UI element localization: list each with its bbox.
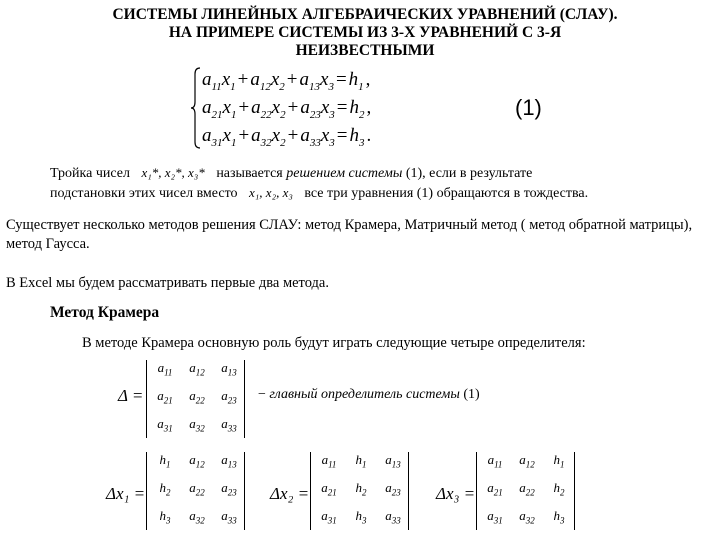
equation-term: $x_2$ [270,69,285,93]
matrix-cell: $a_{12}$ [519,452,535,470]
equation-system [190,66,390,150]
equation-term: $x_3$ [320,125,335,149]
equation-term: , [365,69,371,90]
matrix-cell: $a_{22}$ [189,480,205,498]
triple-line-2 [50,184,588,203]
equation-term: $a_{31}$ [202,125,223,149]
triple-line2-prefix: подстановки этих чисел вместо [50,186,238,201]
dx3-label: Δx₃ = [436,484,476,503]
title-line-1: СИСТЕМЫ ЛИНЕЙНЫХ АЛГЕБРАИЧЕСКИХ УРАВНЕНИЙ (СЛАУ). [112,6,618,23]
matrix-cell: $a_{23}$ [221,388,237,406]
matrix-cell: $h_1$ [355,452,367,470]
main-det-dash: − [258,387,266,402]
equation-term: = [336,125,348,146]
matrix-cell: $a_{13}$ [221,452,237,470]
equation-term: $x_2$ [271,97,286,121]
equation-term: $a_{32}$ [251,125,272,149]
matrix-cell: $h_2$ [553,480,565,498]
matrix-cell: $h_3$ [553,508,565,526]
equation-term: $h_3$ [349,125,365,149]
equation-term: $h_1$ [348,69,364,93]
matrix-cell: $a_{22}$ [189,388,205,406]
determinant-left-bar [476,452,477,530]
determinant-right-bar [574,452,575,530]
system-brace [190,66,202,150]
equation-term: $x_1$ [221,69,236,93]
equation-term: + [287,97,299,118]
triple-vars: x₁*, x₂*, x₃* [141,165,205,180]
determinant-right-bar [244,360,245,438]
equation-row-3 [202,126,373,153]
matrix-cell: $a_{22}$ [519,480,535,498]
determinant-left-bar [310,452,311,530]
dx2-determinant [308,450,408,532]
equation-term: $a_{33}$ [300,125,321,149]
matrix-cell: $a_{32}$ [189,416,205,434]
equation-term: $x_3$ [320,97,335,121]
equation-term: $h_2$ [349,97,365,121]
equation-term: $a_{13}$ [299,69,320,93]
equation-term: + [286,69,298,90]
matrix-cell: $h_3$ [159,508,171,526]
methods-paragraph: Существует несколько методов решения СЛАУ: метод Крамера, Матричный метод ( метод обратной матрицы), метод Гаусса. [6,217,693,252]
equation-term: $x_1$ [222,125,237,149]
matrix-cell: $a_{12}$ [189,360,205,378]
determinant-right-bar [408,452,409,530]
matrix-cell: $a_{32}$ [519,508,535,526]
equation-term: $x_3$ [320,69,334,93]
excel-paragraph: В Excel мы будем рассматривать первые два метода. [6,275,329,291]
determinant-left-bar [146,452,147,530]
dx1-label: Δx₁ = [106,484,146,503]
matrix-cell: $a_{33}$ [221,508,237,526]
cramer-heading: Метод Крамера [50,304,160,321]
main-determinant [144,358,244,440]
matrix-cell: $a_{33}$ [385,508,401,526]
matrix-cell: $a_{32}$ [189,508,205,526]
matrix-cell: $a_{12}$ [189,452,205,470]
equation-row-1 [202,70,372,97]
main-det-italic: главный определитель системы [269,387,460,402]
matrix-cell: $a_{11}$ [321,452,337,470]
equation-term: $a_{12}$ [250,69,271,93]
matrix-cell: $a_{13}$ [221,360,237,378]
equation-term: $a_{11}$ [202,69,222,93]
matrix-cell: $a_{21}$ [487,480,503,498]
matrix-cell: $h_1$ [553,452,565,470]
matrix-cell: $a_{11}$ [487,452,503,470]
triple-suffix: (1), если в результате [402,166,533,181]
equation-term: $a_{23}$ [300,97,321,121]
matrix-cell: $a_{33}$ [221,416,237,434]
main-det-label: Δ = [118,386,144,405]
matrix-cell: $a_{31}$ [321,508,337,526]
matrix-cell: $a_{11}$ [157,360,173,378]
dx1-determinant [144,450,244,532]
matrix-cell: $a_{13}$ [385,452,401,470]
triple-middle: называется [216,166,287,181]
equation-term: + [237,69,249,90]
equation-term: $a_{22}$ [251,97,272,121]
equation-row-2 [202,98,373,125]
equation-term: + [238,97,250,118]
matrix-cell: $h_3$ [355,508,367,526]
dx2-label: Δx₂ = [270,484,310,503]
cramer-intro: В методе Крамера основную роль будут играть следующие четыре определителя: [82,335,586,351]
equation-term: + [238,125,250,146]
matrix-cell: $a_{23}$ [385,480,401,498]
matrix-cell: $h_2$ [355,480,367,498]
determinant-left-bar [146,360,147,438]
determinant-right-bar [244,452,245,530]
equation-term: = [336,97,348,118]
equation-term: $a_{21}$ [202,97,223,121]
equation-term: + [287,125,299,146]
matrix-cell: $h_2$ [159,480,171,498]
matrix-cell: $a_{31}$ [487,508,503,526]
triple-prefix: Тройка чисел [50,166,130,181]
matrix-cell: $h_1$ [159,452,171,470]
equation-term: , [366,97,372,118]
equation-term: = [335,69,347,90]
matrix-cell: $a_{23}$ [221,480,237,498]
matrix-cell: $a_{31}$ [157,416,173,434]
triple-line2-vars: x₁, x₂, x₃ [249,185,293,200]
triple-line2-suffix: все три уравнения (1) обращаются в тождества. [304,186,589,201]
main-det-description [258,386,480,404]
matrix-cell: $a_{21}$ [157,388,173,406]
main-det-ref: (1) [459,387,480,402]
matrix-cell: $a_{21}$ [321,480,337,498]
equation-term: $x_2$ [271,125,286,149]
equation-term: $x_1$ [222,97,237,121]
title-line-2: НА ПРИМЕРЕ СИСТЕМЫ ИЗ 3-Х УРАВНЕНИЙ С 3-Я [168,24,562,41]
equation-number: (1) [515,95,542,120]
page-title [40,6,690,60]
triple-line-1 [50,164,532,183]
title-line-3: НЕИЗВЕСТНЫМИ [295,42,435,59]
triple-italic: решением системы [286,166,403,181]
equation-term: . [366,125,372,146]
dx3-determinant [474,450,574,532]
